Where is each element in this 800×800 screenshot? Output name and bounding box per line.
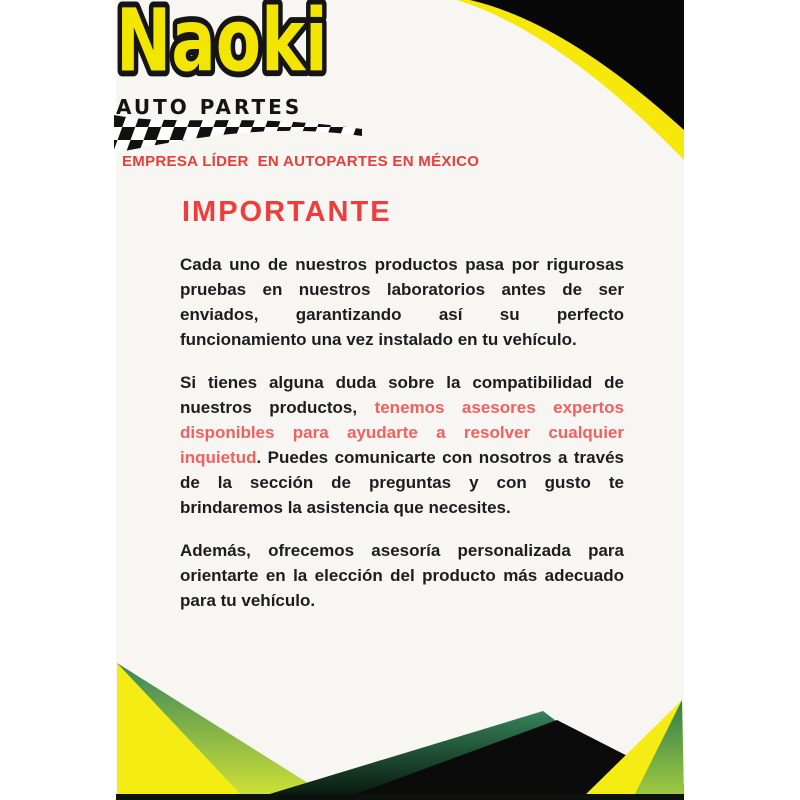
body-copy xyxy=(180,252,624,631)
flag-checkers xyxy=(114,115,362,153)
flyer-canvas xyxy=(116,0,684,800)
compatibility-text-start: Si tienes alguna duda sobre la compatibilidad de nuestros productos, xyxy=(180,373,624,417)
paragraph-advice: Además, ofrecemos asesoría personalizada para orientarte en la elección del producto más adecuado para tu vehículo. xyxy=(180,541,624,610)
brand-subtitle: AUTO PARTES xyxy=(116,95,303,119)
compatibility-text-end: . Puedes comunicarte con nosotros a través de la sección de preguntas y con gusto te brindaremos la asistencia que necesites. xyxy=(180,448,624,517)
paragraph-quality: Cada uno de nuestros productos pasa por rigurosas pruebas en nuestros laboratorios antes de ser enviados, garantizando así su perfecto funcionamiento una vez instalado en tu vehículo. xyxy=(180,255,624,349)
brand-logo xyxy=(112,0,360,90)
brand-tagline: EMPRESA LÍDER EN AUTOPARTES EN MÉXICO xyxy=(122,153,480,170)
compatibility-highlight: tenemos asesores expertos disponibles para ayudarte a resolver cualquier inquietud xyxy=(180,398,624,467)
bottom-black-strip xyxy=(116,794,684,800)
bottom-decoration xyxy=(116,660,684,800)
logo-text: Naoki xyxy=(116,0,328,90)
checkered-flag-icon xyxy=(114,114,364,154)
paragraph-compatibility xyxy=(180,370,624,520)
section-heading: IMPORTANTE xyxy=(182,196,392,228)
corner-decoration xyxy=(454,0,684,165)
